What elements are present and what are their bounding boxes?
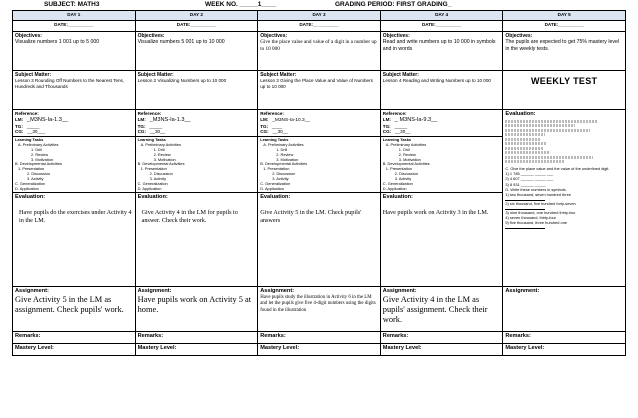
objectives-label: Objectives: — [15, 33, 42, 39]
objectives-label: Objectives: — [137, 33, 165, 39]
day5-test-items: C. Give the place value and the value of the underlined digit. 1) 1 785 ______ _____ ___ 2) 4 607 ______ _____ ___ 3) 8 931 ______ _____ D. Write these numbers in symbols. 1) two thousand, seven hundred three 2) six thousand, five hundred forty-seven 3) nine thousand, one hundred thirty-two 4) seven thousand, thirty-four 5) five thousand, three hundred one — [505, 166, 623, 229]
weekly-test-title: WEEKLY TEST — [531, 76, 598, 86]
tg-code: _____ — [26, 123, 40, 129]
evaluation-block: Evaluation: Have pupils work on Activity 3 in the LM. — [381, 192, 503, 285]
objectives-cell — [258, 32, 381, 71]
date-field[interactable]: DATE:__________ — [135, 21, 258, 32]
objectives-label: Objectives: — [260, 33, 288, 39]
reference-block: Reference: LM: _ M3NS-Ia-9.3__ TG: _____ CG: __30__ — [382, 111, 438, 135]
lm-code: _M3NS-Ia-10.3__ — [272, 117, 311, 123]
reference-block: Reference: LM: _M3NS-Ia-1.3__ TG: _____ CG: __30___ — [15, 111, 69, 135]
lesson-plan-table — [12, 10, 626, 356]
plan-column-day-2 — [135, 110, 258, 287]
subject-matter-text: Lesson 4 Reading and Writing Numbers up to 10 000 — [382, 78, 491, 84]
evaluation-block: Evaluation: Give Activity 5 in the LM. Check pupils' answers — [258, 192, 380, 285]
document-header — [0, 0, 638, 10]
plan-column-day-1 — [13, 110, 136, 287]
date-row — [13, 21, 626, 32]
objective-text: Visualize numbers 5 001 up to 10 000 — [137, 39, 225, 46]
lm-code: _M3NS-Ia-1.3__ — [149, 116, 191, 123]
remarks-cell: Remarks: — [258, 332, 381, 344]
assignment-cell: Assignment: Have pupils work on Activity 5 at home. — [135, 287, 258, 332]
subject-matter-row — [13, 71, 626, 110]
plan-column-day-3 — [258, 110, 381, 287]
reference-block: Reference: LM: _M3NS-Ia-1.3__ TG: _____ CG: __30__ — [137, 111, 191, 135]
evaluation-text: Have pupils work on Activity 3 in the LM. — [382, 209, 489, 217]
evaluation-text: Have pupils do the exercises under Activity 4 in the LM. — [19, 209, 132, 225]
cg-code: __30__ — [149, 129, 166, 135]
subject-matter-cell — [13, 71, 136, 110]
remarks-row — [13, 332, 626, 344]
assignment-cell: Assignment: Have pupils study the illustration in Activity 6 in the LM and let the pupils give five 4-digit numbers using the digits found in the illustration — [258, 287, 381, 332]
objective-text: Read and write numbers up to 10 000 in symbols and in words — [382, 39, 496, 52]
day-4-header: DAY 4 — [380, 11, 503, 21]
day-2-header: DAY 2 — [135, 11, 258, 21]
cg-code: __30__ — [272, 129, 288, 135]
subject-matter-text: Lesson 3 Rounding Off Numbers to the Nearest Tens, Hundreds and Thousands — [15, 78, 125, 90]
plan-column-day-5 — [503, 110, 626, 287]
grading-period-label: GRADING PERIOD: FIRST GRADING_ — [335, 1, 452, 8]
test-items-image — [505, 120, 623, 164]
lm-code: _ M3NS-Ia-9.3__ — [394, 116, 438, 123]
date-field[interactable]: DATE:__________ — [380, 21, 503, 32]
subject-matter-label: Subject Matter: — [382, 72, 419, 78]
objectives-cell — [13, 32, 136, 71]
assignment-row — [13, 287, 626, 332]
subject-matter-cell — [258, 71, 381, 110]
date-field[interactable]: DATE:__________ — [503, 21, 626, 32]
evaluation-block: Evaluation: Give Activity 4 in the LM for pupils to answer. Check their work. — [136, 192, 258, 285]
subject-matter-label: Subject Matter: — [15, 72, 52, 78]
cg-code: __30__ — [395, 129, 411, 135]
mastery-cell: Mastery Level: — [380, 344, 503, 356]
assignment-text: Give Activity 5 in the LM as assignment. Check pupils' work. — [15, 295, 124, 315]
date-field[interactable]: DATE:__________ — [13, 21, 136, 32]
subject-matter-label: Subject Matter: — [137, 72, 174, 78]
mastery-cell: Mastery Level: — [135, 344, 258, 356]
remarks-cell: Remarks: — [13, 332, 136, 344]
remarks-cell: Remarks: — [503, 332, 626, 344]
subject-matter-cell — [380, 71, 503, 110]
reference-block: Reference: LM: _M3NS-Ia-10.3__ TG: ____ CG: __30__ — [260, 111, 311, 135]
lm-code: _M3NS-Ia-1.3__ — [27, 116, 69, 123]
assignment-cell: Assignment: Give Activity 4 in the LM as pupils' assignment. Check their work. — [380, 287, 503, 332]
learning-tasks-list: Learning Tasks A. Preliminary Activities 1. Drill 2. Review 3. Motivation B. Developmental Activities 1. Presentation 2. Discussion 3. Activity C. Generalization D. Application — [136, 136, 258, 192]
day-5-header: DAY 5 — [503, 11, 626, 21]
objective-text: Give the place value and value of a digit in a number up to 10 000 — [260, 39, 377, 52]
learning-tasks-list: Learning Tasks A. Preliminary Activities 1. Drill 2. Review 3. Motivation B. Developmental Activities 1. Presentation 2. Discussion 3. Activity C. Generalization D. Application — [13, 136, 135, 192]
assignment-text: Have pupils study the illustration in Activity 6 in the LM and let the pupils give five 4-digit numbers using the digits found in the illustration — [260, 295, 376, 313]
objectives-cell — [380, 32, 503, 71]
assignment-text: Give Activity 4 in the LM as pupils' assignment. Check their work. — [382, 295, 488, 325]
objectives-label: Objectives: — [382, 33, 410, 39]
mastery-cell: Mastery Level: — [258, 344, 381, 356]
day-header-row — [13, 11, 626, 21]
evaluation-text: Give Activity 5 in the LM. Check pupils' answers — [260, 209, 362, 225]
objectives-label: Objectives: — [505, 33, 533, 39]
evaluation-block: Evaluation: Have pupils do the exercises under Activity 4 in the LM. — [13, 192, 135, 285]
subject-matter-text: Lesson 2 Visualizing Numbers up to 10 000 — [137, 78, 227, 84]
learning-tasks-list: Learning Tasks A. Preliminary Activities 1. Drill 2. Review 3. Motivation B. Developmental Activities 1. Presentation 2. Discussion 3. Activity C. Generalization D. Application — [381, 136, 503, 192]
day-1-header: DAY 1 — [13, 11, 136, 21]
cg-code: __30___ — [27, 129, 46, 135]
assignment-cell: Assignment: — [503, 287, 626, 332]
plan-column-day-4 — [380, 110, 503, 287]
subject-matter-label: Subject Matter: — [260, 72, 297, 78]
content-row — [13, 110, 626, 287]
subject-label: SUBJECT: MATH3 — [44, 1, 100, 8]
objectives-cell — [135, 32, 258, 71]
objective-text: The pupils are expected to get 75% mastery level in the weekly tests. — [505, 39, 619, 52]
learning-tasks-list: Learning Tasks A. Preliminary Activities 1. Drill 2. Review 3. Motivation B. Developmental Activities 1. Presentation 2. Discussion 3. Activity C. Generalization D. Application — [258, 136, 380, 192]
remarks-cell: Remarks: — [380, 332, 503, 344]
date-field[interactable]: DATE:__________ — [258, 21, 381, 32]
assignment-text: Have pupils work on Activity 5 at home. — [137, 295, 252, 315]
mastery-cell: Mastery Level: — [503, 344, 626, 356]
evaluation-text: Give Activity 4 in the LM for pupils to answer. Check their work. — [141, 209, 238, 225]
remarks-cell: Remarks: — [135, 332, 258, 344]
mastery-cell: Mastery Level: — [13, 344, 136, 356]
tg-code: _____ — [149, 123, 163, 129]
subject-matter-text: Lesson 3 Giving the Place Value and Value of Numbers up to 10 000 — [260, 78, 373, 90]
tg-code: _____ — [394, 123, 408, 129]
week-label: WEEK NO. _____1____ — [205, 1, 276, 8]
mastery-row — [13, 344, 626, 356]
assignment-cell: Assignment: Give Activity 5 in the LM as assignment. Check pupils' work. — [13, 287, 136, 332]
day-3-header: DAY 3 — [258, 11, 381, 21]
subject-matter-cell — [135, 71, 258, 110]
objective-text: Visualize numbers 1 001 up to 5 000 — [15, 39, 100, 46]
evaluation-label: Evaluation: — [505, 111, 536, 117]
objectives-row — [13, 32, 626, 71]
weekly-test-cell — [503, 71, 626, 110]
objectives-cell — [503, 32, 626, 71]
tg-code: ____ — [271, 123, 283, 129]
